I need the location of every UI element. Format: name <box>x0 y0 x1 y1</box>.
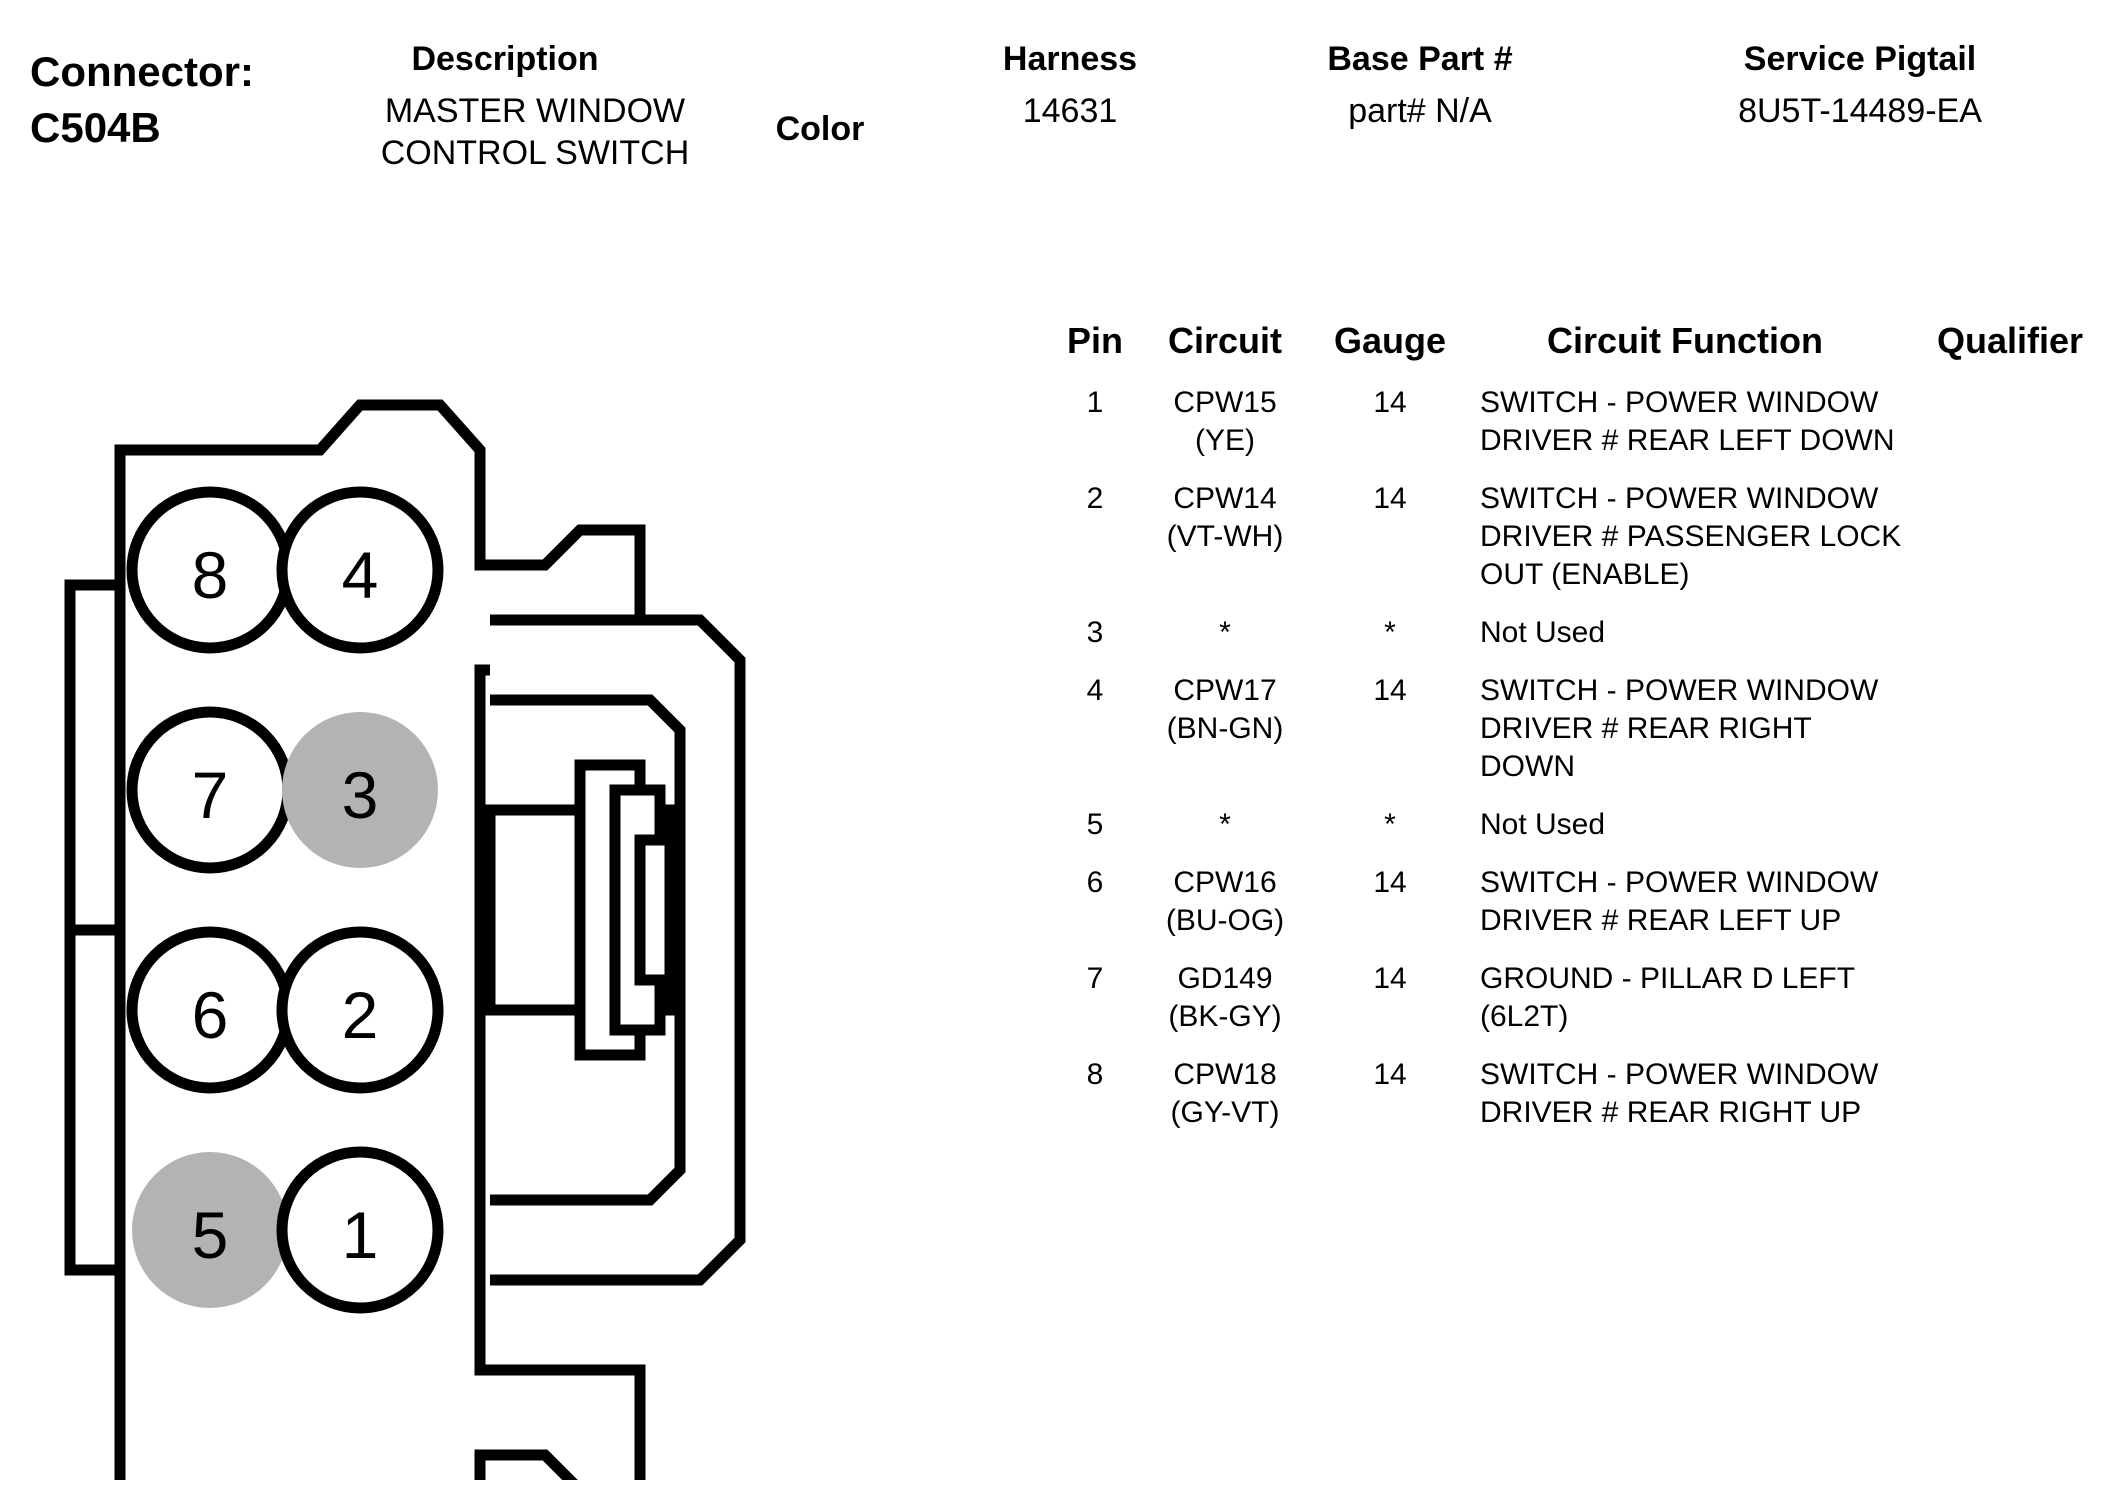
pin-number-8: 8 <box>191 538 229 612</box>
cell-qualifier <box>1910 668 2110 802</box>
cell-circuit: * <box>1219 616 1231 649</box>
connector-id: C504B <box>30 104 161 151</box>
service-pigtail-value: 8U5T-14489-EA <box>1738 92 1982 130</box>
pin-number-7: 7 <box>191 758 229 832</box>
table-row <box>1060 476 2110 610</box>
table-row <box>1060 956 2110 1052</box>
pin-table <box>1060 320 2120 1148</box>
cell-function: SWITCH - POWER WINDOW DRIVER # PASSENGER LOCK OUT (ENABLE) <box>1480 482 1902 591</box>
column-header-circuit: Circuit <box>1167 320 1282 361</box>
table-row <box>1060 860 2110 956</box>
cell-pin: 3 <box>1086 616 1104 649</box>
cell-circuit: CPW16 (BU-OG) <box>1165 866 1285 937</box>
service-pigtail-label: Service Pigtail <box>1743 40 1977 78</box>
column-header-gauge: Gauge <box>1333 320 1447 361</box>
cell-function: Not Used <box>1480 616 1606 649</box>
description-value: MASTER WINDOW CONTROL SWITCH <box>380 92 690 172</box>
pin-number-5: 5 <box>191 1198 229 1272</box>
cell-pin: 8 <box>1086 1058 1104 1091</box>
cell-circuit: GD149 (BK-GY) <box>1168 962 1282 1033</box>
cell-gauge: 14 <box>1373 386 1407 419</box>
cell-gauge: 14 <box>1373 674 1407 707</box>
connector-label-block <box>30 44 360 156</box>
cell-circuit: CPW17 (BN-GN) <box>1166 674 1284 745</box>
table-row <box>1060 380 2110 476</box>
cell-gauge: 14 <box>1373 962 1407 995</box>
cell-pin: 1 <box>1086 386 1104 419</box>
cell-qualifier <box>1910 380 2110 476</box>
cell-qualifier <box>1910 802 2110 860</box>
base-part-value: part# N/A <box>1348 92 1492 130</box>
pin-number-4: 4 <box>341 538 379 612</box>
column-header-pin: Pin <box>1066 320 1123 361</box>
cell-qualifier <box>1910 476 2110 610</box>
cell-function: Not Used <box>1480 808 1606 841</box>
pin-table-element <box>1060 320 2110 1148</box>
cell-gauge: * <box>1384 616 1396 649</box>
cell-gauge: 14 <box>1373 866 1407 899</box>
cell-circuit: * <box>1219 808 1231 841</box>
table-header-row <box>1060 320 2110 380</box>
cell-function: SWITCH - POWER WINDOW DRIVER # REAR RIGHT DOWN <box>1480 674 1879 783</box>
cell-function: SWITCH - POWER WINDOW DRIVER # REAR RIGHT UP <box>1480 1058 1879 1129</box>
table-row <box>1060 1052 2110 1148</box>
connector-pinout-drawing <box>40 370 1100 1480</box>
cell-gauge: 14 <box>1373 1058 1407 1091</box>
cell-qualifier <box>1910 860 2110 956</box>
cell-pin: 5 <box>1086 808 1104 841</box>
cell-function: GROUND - PILLAR D LEFT (6L2T) <box>1480 962 1855 1033</box>
pin-number-3: 3 <box>341 758 379 832</box>
cell-pin: 2 <box>1086 482 1104 515</box>
cell-gauge: 14 <box>1373 482 1407 515</box>
cell-gauge: * <box>1384 808 1396 841</box>
cell-circuit: CPW18 (GY-VT) <box>1170 1058 1280 1129</box>
column-header-qualifier: Qualifier <box>1936 320 2084 361</box>
table-row <box>1060 610 2110 668</box>
cell-qualifier <box>1910 610 2110 668</box>
harness-label: Harness <box>1002 40 1138 78</box>
color-label: Color <box>775 110 865 148</box>
pin-number-1: 1 <box>341 1198 379 1272</box>
description-label: Description <box>411 40 599 78</box>
harness-value: 14631 <box>1022 92 1118 130</box>
cell-pin: 6 <box>1086 866 1104 899</box>
cell-pin: 7 <box>1086 962 1104 995</box>
pin-number-2: 2 <box>341 978 379 1052</box>
cell-pin: 4 <box>1086 674 1104 707</box>
table-row <box>1060 668 2110 802</box>
pin-number-6: 6 <box>191 978 229 1052</box>
cell-circuit: CPW14 (VT-WH) <box>1166 482 1284 553</box>
column-header-function: Circuit Function <box>1547 320 1823 361</box>
cell-function: SWITCH - POWER WINDOW DRIVER # REAR LEFT UP <box>1480 866 1879 937</box>
cell-circuit: CPW15 (YE) <box>1173 386 1277 457</box>
cell-qualifier <box>1910 1052 2110 1148</box>
cell-function: SWITCH - POWER WINDOW DRIVER # REAR LEFT DOWN <box>1480 386 1895 457</box>
cell-qualifier <box>1910 956 2110 1052</box>
base-part-label: Base Part # <box>1327 40 1513 78</box>
header <box>0 0 2124 250</box>
connector-label: Connector: <box>30 48 254 95</box>
table-row <box>1060 802 2110 860</box>
